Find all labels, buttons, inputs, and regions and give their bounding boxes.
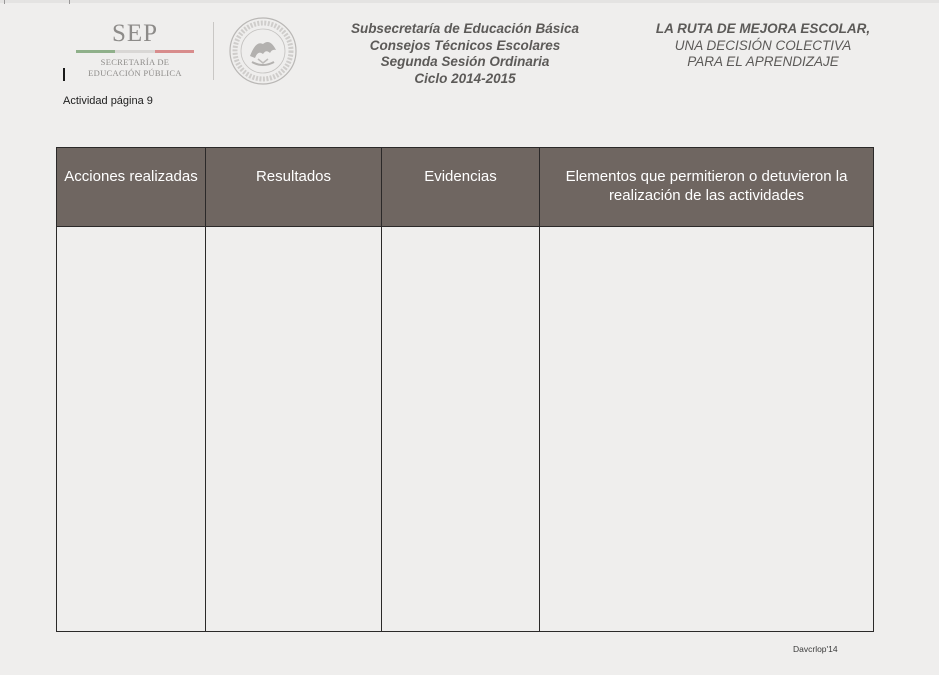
header-acciones: Acciones realizadas xyxy=(57,148,206,226)
top-tick-mark xyxy=(69,0,70,4)
cell-resultados[interactable] xyxy=(206,227,382,631)
right-heading xyxy=(628,21,898,71)
sep-acronym: SEP xyxy=(111,20,159,47)
activity-label: Actividad página 9 xyxy=(63,95,153,107)
center-heading-line3: Segunda Sesión Ordinaria xyxy=(380,54,550,69)
header-evidencias: Evidencias xyxy=(382,148,540,226)
activity-table xyxy=(56,147,874,632)
flag-stripe-red xyxy=(155,50,194,53)
center-heading-line4: Ciclo 2014-2015 xyxy=(414,70,516,86)
cell-evidencias[interactable] xyxy=(382,227,540,631)
right-heading-line3: PARA EL APRENDIZAJE xyxy=(687,54,839,69)
cell-elementos[interactable] xyxy=(540,227,873,631)
center-heading-line1: Subsecretaría de Educación Básica xyxy=(350,21,580,36)
top-border-line xyxy=(0,0,939,3)
flag-stripe-green xyxy=(76,50,115,53)
text-cursor xyxy=(63,68,65,81)
center-heading-line2: Consejos Técnicos Escolares xyxy=(369,37,561,53)
logo-divider xyxy=(213,22,214,80)
table-header-row xyxy=(57,148,873,227)
top-tick-mark xyxy=(4,0,5,4)
flag-stripe xyxy=(76,50,194,53)
center-heading xyxy=(330,21,600,87)
footer-credit: Davcrlop'14 xyxy=(793,644,838,654)
table-row xyxy=(57,227,873,631)
sep-logo xyxy=(70,20,200,84)
national-seal-icon xyxy=(228,16,298,86)
header-elementos: Elementos que permitieron o detuvieron la realización de las actividades xyxy=(565,168,848,204)
sep-subtitle-line1: SECRETARÍA DE xyxy=(100,57,170,67)
header-resultados: Resultados xyxy=(206,148,382,226)
right-heading-line2: UNA DECISIÓN COLECTIVA xyxy=(674,37,852,53)
sep-subtitle-line2: EDUCACIÓN PÚBLICA xyxy=(88,68,182,78)
right-heading-line1: LA RUTA DE MEJORA ESCOLAR, xyxy=(655,21,871,36)
cell-acciones[interactable] xyxy=(57,227,206,631)
flag-stripe-white xyxy=(115,50,154,53)
